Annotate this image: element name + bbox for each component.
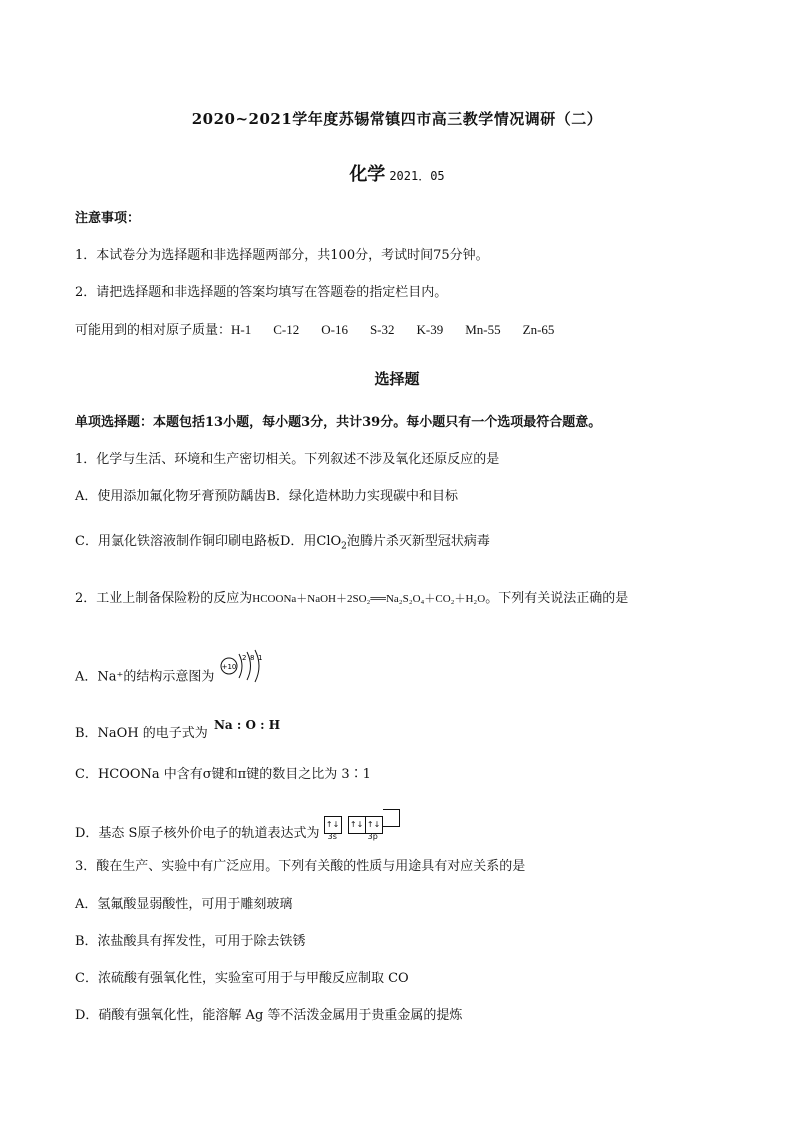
q1-option-a: A．使用添加氟化物牙膏预防龋齿 bbox=[75, 489, 267, 504]
q2-option-d bbox=[75, 821, 400, 846]
notes-item-2: 2．请把选择题和非选择题的答案均填写在答题卷的指定栏目内。 bbox=[75, 285, 448, 300]
q2-option-a-text: A．Na⁺的结构示意图为 bbox=[75, 669, 215, 685]
orbital-3p-box-3 bbox=[383, 809, 400, 827]
shell-2-count: 8 bbox=[249, 654, 254, 662]
exam-date: 2021．05 bbox=[389, 169, 445, 183]
notes-heading: 注意事项： bbox=[75, 211, 141, 226]
mass-zn: Zn-65 bbox=[522, 322, 555, 337]
mass-s: S-32 bbox=[369, 322, 395, 337]
q2-stem-post: 。下列有关说法正确的是 bbox=[485, 591, 629, 606]
orbital-label-3s: 3s bbox=[327, 832, 337, 841]
exam-title: 2020~2021学年度苏锡常镇四市高三教学情况调研（二） bbox=[191, 110, 603, 128]
nucleus-charge: +10 bbox=[221, 663, 236, 671]
q1-options-ab bbox=[75, 488, 458, 506]
naoh-electron-formula: Na : O : H bbox=[213, 718, 281, 732]
q1-option-d-pre: D．用ClO bbox=[279, 534, 342, 549]
q1-option-d-post: 泡腾片杀灭新型冠状病毒 bbox=[346, 534, 490, 549]
orbital-label-3p: 3p bbox=[367, 832, 378, 841]
q2-stem-pre: 2．工业上制备保险粉的反应为 bbox=[75, 591, 253, 606]
section-title: 选择题 bbox=[374, 370, 420, 388]
q2-equation: HCOONa＋NaOH＋2SO₂══Na₂S₂O₄＋CO₂＋H₂O bbox=[252, 593, 486, 605]
mass-h: H-1 bbox=[231, 322, 252, 337]
subject-heading bbox=[0, 160, 794, 186]
shell-1-count: 2 bbox=[241, 654, 246, 662]
q1-option-b: B．绿化造林助力实现碳中和目标 bbox=[266, 489, 458, 504]
q2-stem bbox=[75, 590, 628, 608]
sulfur-orbital-diagram bbox=[324, 809, 400, 841]
q1-option-d bbox=[279, 534, 490, 552]
subject-name: 化学 bbox=[349, 164, 386, 185]
q1-option-d-sub: 2 bbox=[341, 541, 347, 552]
q1-option-c: C．用氯化铁溶液制作铜印刷电路板 bbox=[75, 534, 280, 549]
sodium-ion-structure-diagram bbox=[219, 646, 269, 686]
mass-mn: Mn-55 bbox=[465, 322, 501, 337]
orbital-3s-box: ↑↓ bbox=[324, 816, 342, 834]
q3-option-a: A．氢氟酸显弱酸性，可用于雕刻玻璃 bbox=[75, 897, 293, 912]
q2-option-c: C．HCOONa 中含有σ键和π键的数目之比为 3∶1 bbox=[75, 767, 371, 782]
q1-stem: 1．化学与生活、环境和生产密切相关。下列叙述不涉及氧化还原反应的是 bbox=[75, 452, 500, 467]
q2-option-d-text: D．基态 S原子核外价电子的轨道表达式为 bbox=[75, 826, 320, 841]
shell-3-count: 1 bbox=[257, 654, 262, 662]
q2-option-a bbox=[75, 654, 269, 687]
q3-stem: 3．酸在生产、实验中有广泛应用。下列有关酸的性质与用途具有对应关系的是 bbox=[75, 859, 526, 874]
orbital-3p-box-1: ↑↓ bbox=[348, 816, 366, 834]
orbital-3p-box-2: ↑↓ bbox=[366, 816, 383, 834]
atomic-masses bbox=[75, 321, 576, 340]
q2-option-b bbox=[75, 718, 281, 743]
notes-item-1: 1．本试卷分为选择题和非选择题两部分，共100分，考试时间75分钟。 bbox=[75, 248, 489, 263]
q3-option-b: B．浓盐酸具有挥发性，可用于除去铁锈 bbox=[75, 934, 306, 949]
q3-option-c: C．浓硫酸有强氧化性，实验室可用于与甲酸反应制取 CO bbox=[75, 971, 409, 986]
q3-option-d: D．硝酸有强氧化性，能溶解 Ag 等不活泼金属用于贵重金属的提炼 bbox=[75, 1008, 463, 1023]
mass-c: C-12 bbox=[273, 322, 300, 337]
q1-options-cd bbox=[75, 533, 490, 556]
section-instruction: 单项选择题：本题包括13小题，每小题3分，共计39分。每小题只有一个选项最符合题意。 bbox=[75, 415, 602, 430]
mass-k: K-39 bbox=[416, 322, 444, 337]
q2-option-b-text: B．NaOH 的电子式为 bbox=[75, 726, 208, 741]
mass-o: O-16 bbox=[321, 322, 348, 337]
atomic-masses-label: 可能用到的相对原子质量： bbox=[75, 322, 232, 337]
